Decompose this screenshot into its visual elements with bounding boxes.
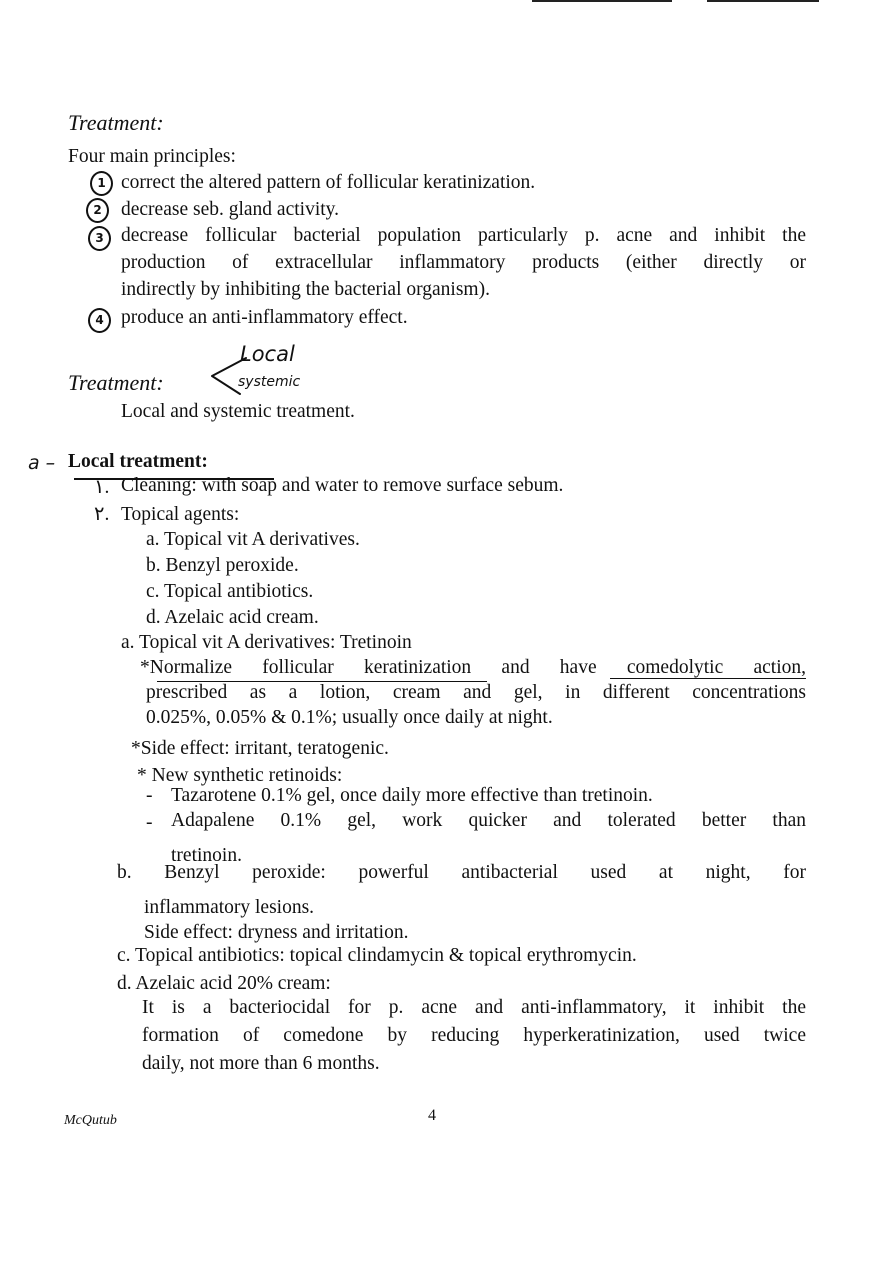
agent-c: c. Topical antibiotics. [146,581,314,602]
agent-d: d. Azelaic acid cream. [146,607,319,628]
antibiotics-line: c. Topical antibiotics: topical clindamycin & topical erythromycin. [117,945,637,966]
principle-number-1-icon: 1 [90,171,113,196]
local-item-1-text: Cleaning: with soap and water to remove surface sebum. [121,475,564,496]
agent-b: b. Benzyl peroxide. [146,555,299,576]
handwritten-local: Local [240,342,295,366]
benzyl-line-2: inflammatory lesions. [144,897,315,918]
retinoid-1-dash: - [146,785,153,806]
top-rule-left [532,0,672,2]
principle-3-line-2: production of extracellular inflammatory products (either directly or [121,252,806,273]
vitA-side-effect: *Side effect: irritant, teratogenic. [131,738,389,759]
vitA-new-retinoids: * New synthetic retinoids: [137,765,343,786]
section-heading-treatment: Treatment: [68,110,164,135]
retinoid-1-line-1: Tazarotene 0.1% gel, once daily more effective than tretinoin. [171,785,653,806]
local-item-2-text: Topical agents: [121,504,240,525]
underline-mark-2 [610,678,806,679]
local-treatment-heading: Local treatment: [68,451,208,472]
retinoid-2-dash: - [146,812,153,833]
azelaic-line-2: formation of comedone by reducing hyperkeratinization, used twice [142,1025,806,1046]
benzyl-side-effect: Side effect: dryness and irritation. [144,922,409,943]
principle-2-line-1: decrease seb. gland activity. [121,199,340,220]
azelaic-line-3: daily, not more than 6 months. [142,1053,380,1074]
principle-1-line-1: correct the altered pattern of follicular keratinization. [121,172,536,193]
footer-author: McQutub [64,1113,117,1128]
principle-number-2-icon: 2 [86,198,109,223]
azelaic-title: d. Azelaic acid 20% cream: [117,973,331,994]
principle-number-4-icon: 4 [88,308,111,333]
retinoid-2-line-2: tretinoin. [171,845,242,866]
principles-intro: Four main principles: [68,146,236,167]
local-item-1-number: ١. [94,477,110,498]
page-number: 4 [428,1107,436,1124]
vitA-line-2: prescribed as a lotion, cream and gel, in different concentrations [146,682,806,703]
local-item-2-number: ٢. [94,504,110,525]
handwritten-marker: a – [28,452,56,474]
principle-3-line-1: decrease follicular bacterial population particularly p. acne and inhibit the [121,225,806,246]
vitA-line-1: *Normalize follicular keratinization and have comedolytic action, [140,657,806,678]
principle-number-3-icon: 3 [88,226,111,251]
principle-3-line-3: indirectly by inhibiting the bacterial organism). [121,279,490,300]
retinoid-2-line-1: Adapalene 0.1% gel, work quicker and tolerated better than [171,810,806,831]
benzyl-line-1: b. Benzyl peroxide: powerful antibacterial used at night, for [117,862,806,883]
agent-a: a. Topical vit A derivatives. [146,529,360,550]
principle-4-line-1: produce an anti-inflammatory effect. [121,307,408,328]
vitA-line-3: 0.025%, 0.05% & 0.1%; usually once daily at night. [146,707,553,728]
handwritten-systemic: systemic [238,374,301,390]
azelaic-line-1: It is a bacteriocidal for p. acne and anti-inflammatory, it inhibit the [142,997,806,1018]
top-rule-right [707,0,819,2]
vitA-title: a. Topical vit A derivatives: Tretinoin [121,632,412,653]
section-heading-treatment-2: Treatment: [68,370,164,395]
section2-subtitle: Local and systemic treatment. [121,401,355,422]
